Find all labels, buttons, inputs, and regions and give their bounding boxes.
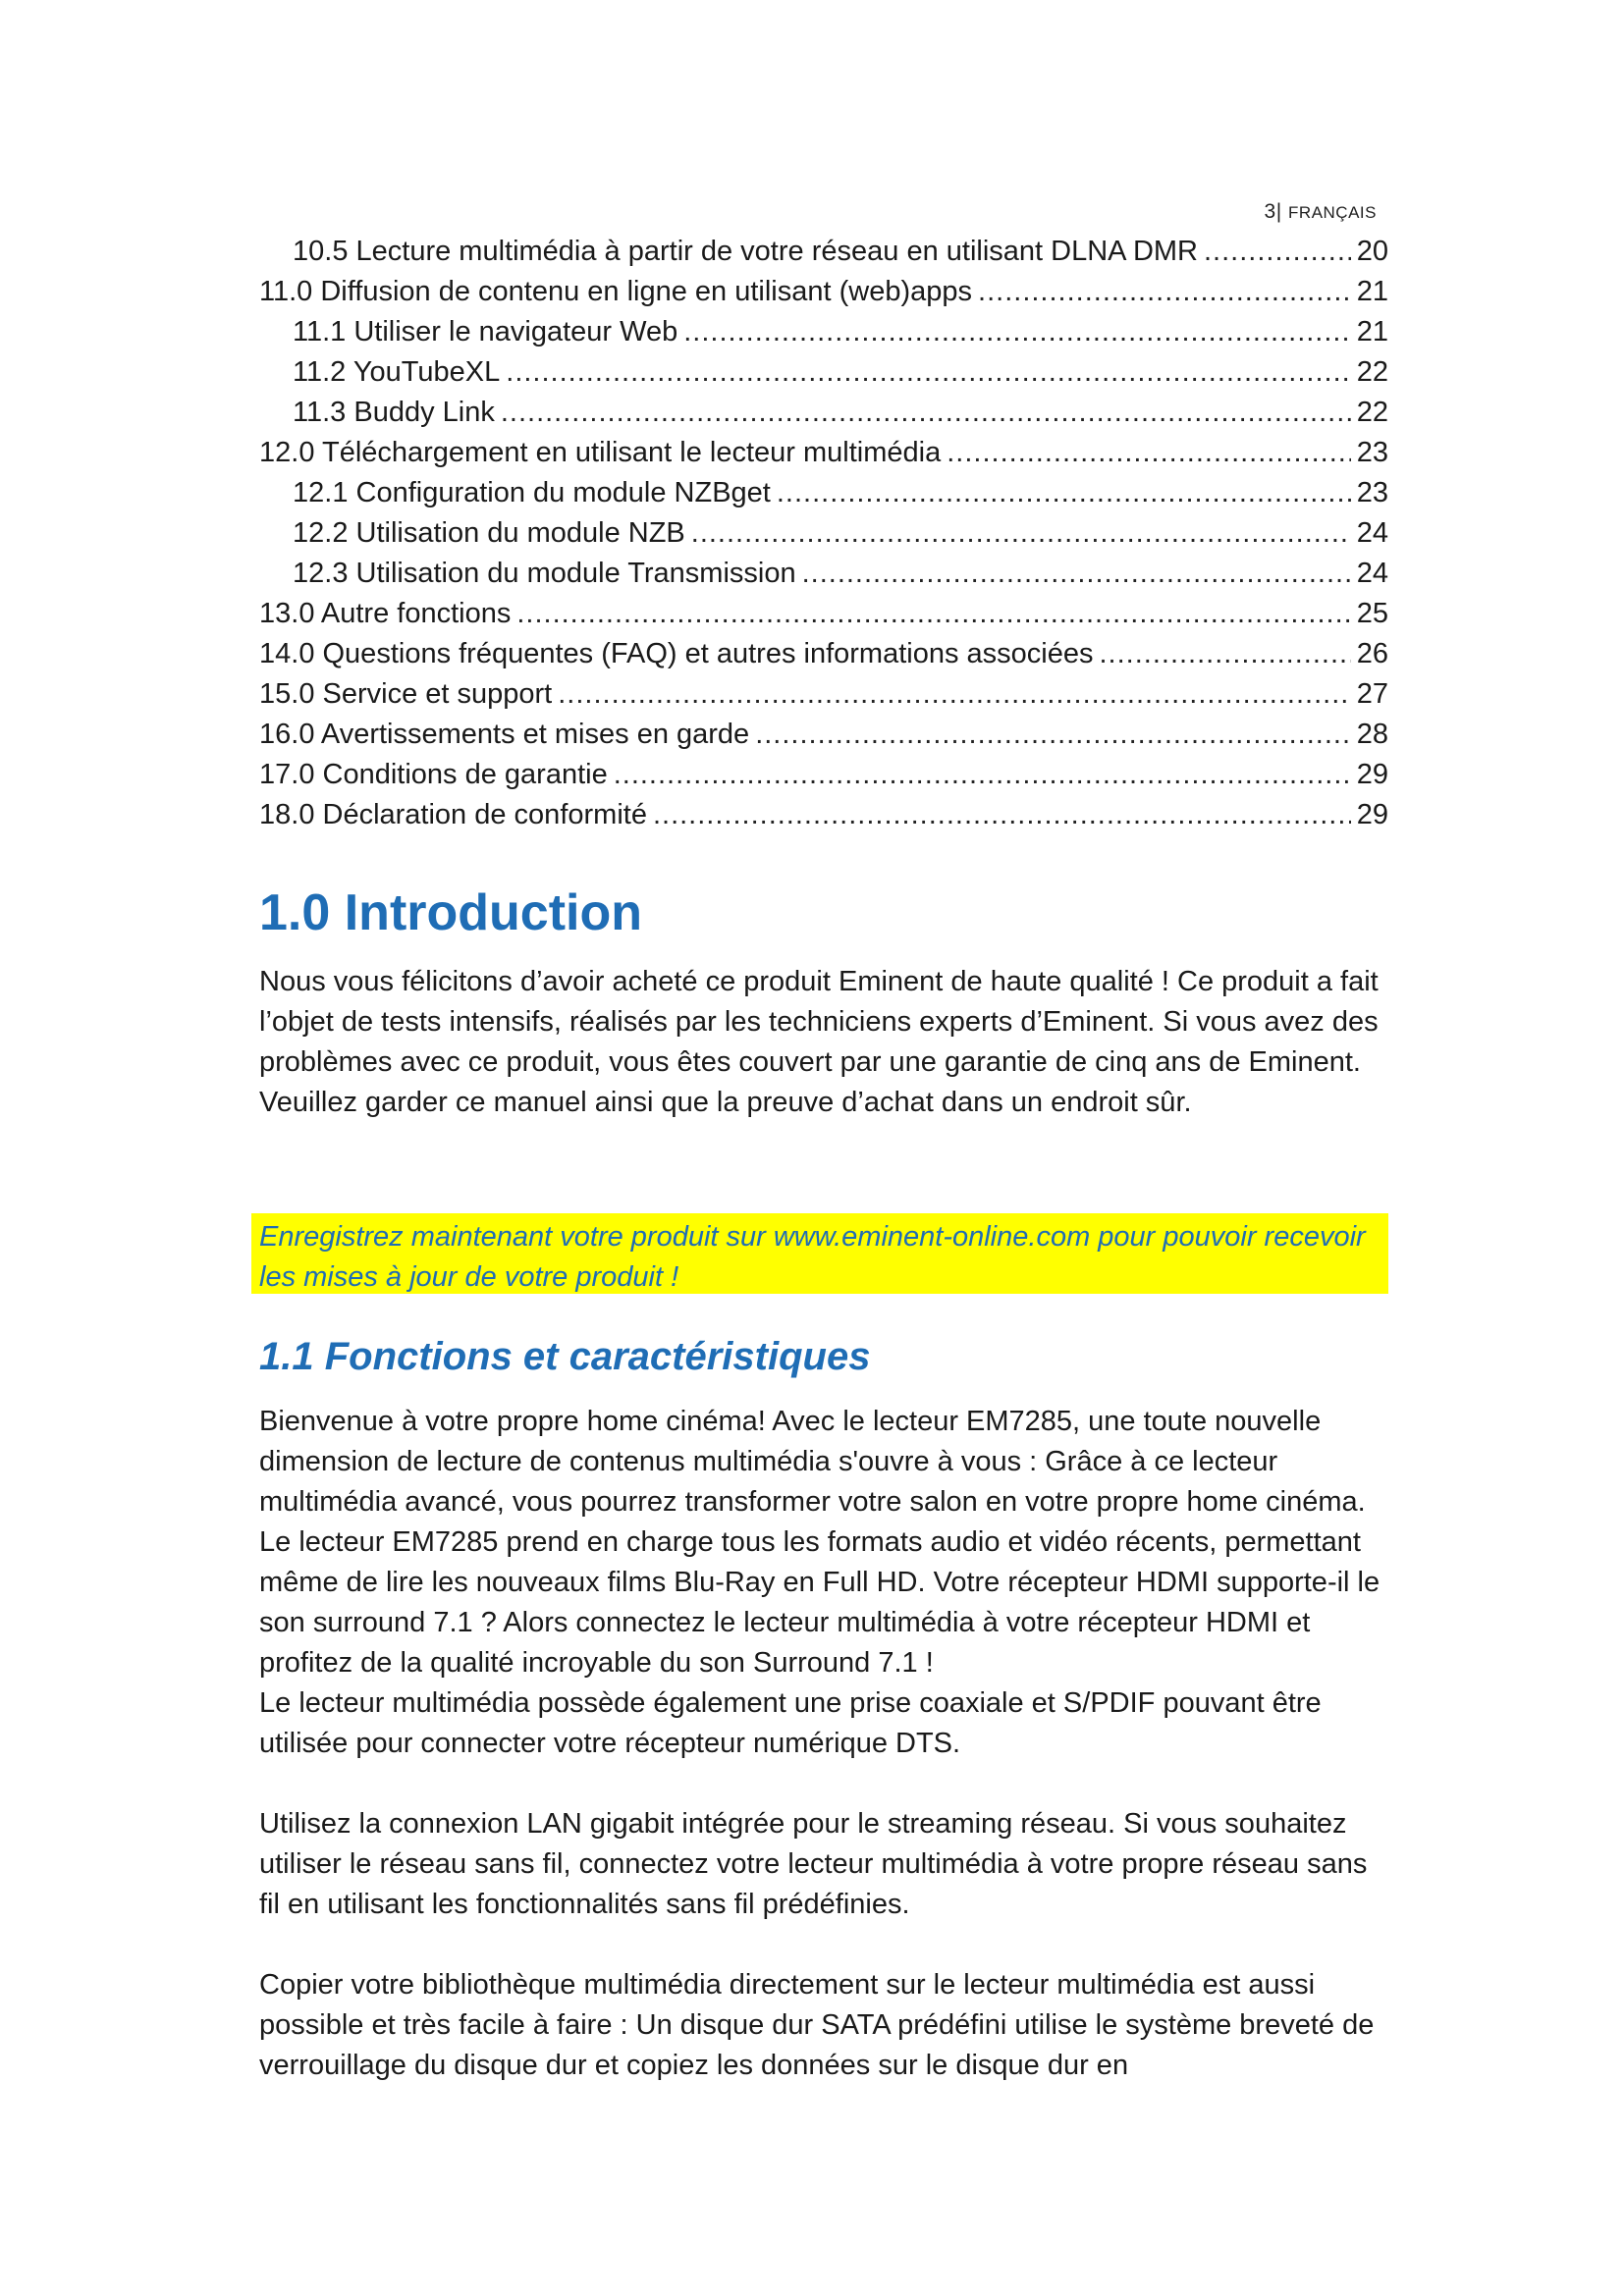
toc-entry[interactable] [259, 795, 1388, 835]
toc-entry-title: 14.0 Questions fréquentes (FAQ) et autres informations associées [259, 638, 1094, 669]
toc-entry-title: 18.0 Déclaration de conformité [259, 799, 647, 830]
toc-entry-title: 11.3 Buddy Link [293, 397, 495, 428]
toc-entry[interactable] [259, 312, 1388, 352]
features-paragraph: Utilisez la connexion LAN gigabit intégrée pour le streaming réseau. Si vous souhaitez utiliser le réseau sans fil, connectez votre lecteur multimédia à votre propre réseau sans fil en utilisant les fonctionnalités sans fil prédéfinies. [259, 1808, 1368, 1920]
toc-leader [1099, 634, 1350, 674]
toc-entry-page: 21 [1356, 316, 1388, 347]
toc-leader [506, 352, 1350, 393]
toc-entry-page: 24 [1356, 558, 1388, 589]
registration-text: Enregistrez maintenant votre produit sur www.eminent-online.com pour pouvoir recevoir les mises à jour de votre produit ! [259, 1221, 1366, 1293]
toc-entry-title: 13.0 Autre fonctions [259, 598, 512, 629]
toc-entry-title: 12.0 Téléchargement en utilisant le lecteur multimédia [259, 437, 942, 468]
registration-callout [251, 1213, 1388, 1294]
toc-leader [683, 312, 1350, 352]
intro-heading: 1.0 Introduction [259, 884, 642, 941]
page-number: 3 [1264, 200, 1276, 223]
toc-entry[interactable] [259, 352, 1388, 393]
toc-entry-title: 16.0 Avertissements et mises en garde [259, 719, 750, 750]
toc-leader [501, 393, 1351, 433]
toc-leader [947, 433, 1351, 473]
toc-entry[interactable] [259, 272, 1388, 312]
toc-entry[interactable] [259, 232, 1388, 272]
toc-entry-title: 12.1 Configuration du module NZBget [293, 477, 771, 508]
toc-entry[interactable] [259, 674, 1388, 715]
toc-leader [558, 674, 1351, 715]
intro-paragraph: Nous vous félicitons d’avoir acheté ce produit Eminent de haute qualité ! Ce produit a fait l’objet de tests intensifs, réalisés par les techniciens experts d’Eminent. Si vous avez des problèmes avec ce produit, vous êtes couvert par une garantie de cinq ans de Eminent. Veuillez garder ce manuel ainsi que la preuve d’achat dans un endroit sûr. [259, 966, 1379, 1118]
toc-entry-title: 12.3 Utilisation du module Transmission [293, 558, 796, 589]
toc-entry-page: 23 [1356, 437, 1388, 468]
toc-entry-page: 25 [1356, 598, 1388, 629]
toc-entry-title: 17.0 Conditions de garantie [259, 759, 608, 790]
toc-entry[interactable] [259, 634, 1388, 674]
features-heading: 1.1 Fonctions et caractéristiques [259, 1335, 871, 1378]
features-paragraph: Copier votre bibliothèque multimédia directement sur le lecteur multimédia est aussi possible et très facile à faire : Un disque dur SATA prédéfini utilise le système breveté de verrouillage du disque dur et copiez les données sur le disque dur en [259, 1969, 1375, 2081]
toc-leader [755, 715, 1351, 755]
toc-entry-page: 26 [1356, 638, 1388, 669]
toc-entry[interactable] [259, 393, 1388, 433]
toc-entry-page: 24 [1356, 517, 1388, 549]
toc-leader [777, 473, 1351, 513]
toc-entry-title: 11.2 YouTubeXL [293, 356, 501, 388]
toc-entry[interactable] [259, 433, 1388, 473]
toc-leader [978, 272, 1351, 312]
toc-entry-title: 11.1 Utiliser le navigateur Web [293, 316, 678, 347]
toc-entry-title: 12.2 Utilisation du module NZB [293, 517, 685, 549]
features-paragraph: Bienvenue à votre propre home cinéma! Avec le lecteur EM7285, une toute nouvelle dimension de lecture de contenus multimédia s'ouvre à vous : Grâce à ce lecteur multimédia avancé, vous pourrez transformer votre salon en votre propre home cinéma. Le lecteur EM7285 prend en charge tous les formats audio et vidéo récents, permettant même de lire les nouveaux films Blu-Ray en Full HD. Votre récepteur HDMI supporte-il le son surround 7.1 ? Alors connectez le lecteur multimédia à votre récepteur HDMI et profitez de la qualité incroyable du son Surround 7.1 ! [259, 1406, 1380, 1679]
toc-entry-page: 28 [1356, 719, 1388, 750]
toc-entry-title: 11.0 Diffusion de contenu en ligne en utilisant (web)apps [259, 276, 973, 307]
toc-entry-page: 29 [1356, 799, 1388, 830]
toc-entry[interactable] [259, 715, 1388, 755]
toc-entry[interactable] [259, 594, 1388, 634]
toc-leader [653, 795, 1351, 835]
toc-leader [614, 755, 1351, 795]
table-of-contents [259, 232, 1388, 835]
toc-leader [802, 554, 1351, 594]
toc-entry-page: 22 [1356, 397, 1388, 428]
toc-leader [1204, 232, 1351, 272]
toc-entry-page: 22 [1356, 356, 1388, 388]
page-header [1265, 200, 1377, 224]
toc-entry-page: 23 [1356, 477, 1388, 508]
toc-leader [691, 513, 1351, 554]
toc-entry-page: 27 [1356, 678, 1388, 710]
toc-entry-page: 21 [1356, 276, 1388, 307]
header-separator: | [1275, 200, 1282, 223]
toc-entry-title: 10.5 Lecture multimédia à partir de votre réseau en utilisant DLNA DMR [293, 236, 1198, 267]
toc-entry[interactable] [259, 473, 1388, 513]
toc-entry[interactable] [259, 755, 1388, 795]
toc-entry-page: 29 [1356, 759, 1388, 790]
features-paragraph: Le lecteur multimédia possède également une prise coaxiale et S/PDIF pouvant être utilisée pour connecter votre récepteur numérique DTS. [259, 1687, 1322, 1759]
toc-entry-page: 20 [1356, 236, 1388, 267]
toc-entry-title: 15.0 Service et support [259, 678, 553, 710]
toc-entry[interactable] [259, 513, 1388, 554]
toc-entry[interactable] [259, 554, 1388, 594]
header-language: FRANÇAIS [1288, 203, 1377, 222]
toc-leader [516, 594, 1350, 634]
